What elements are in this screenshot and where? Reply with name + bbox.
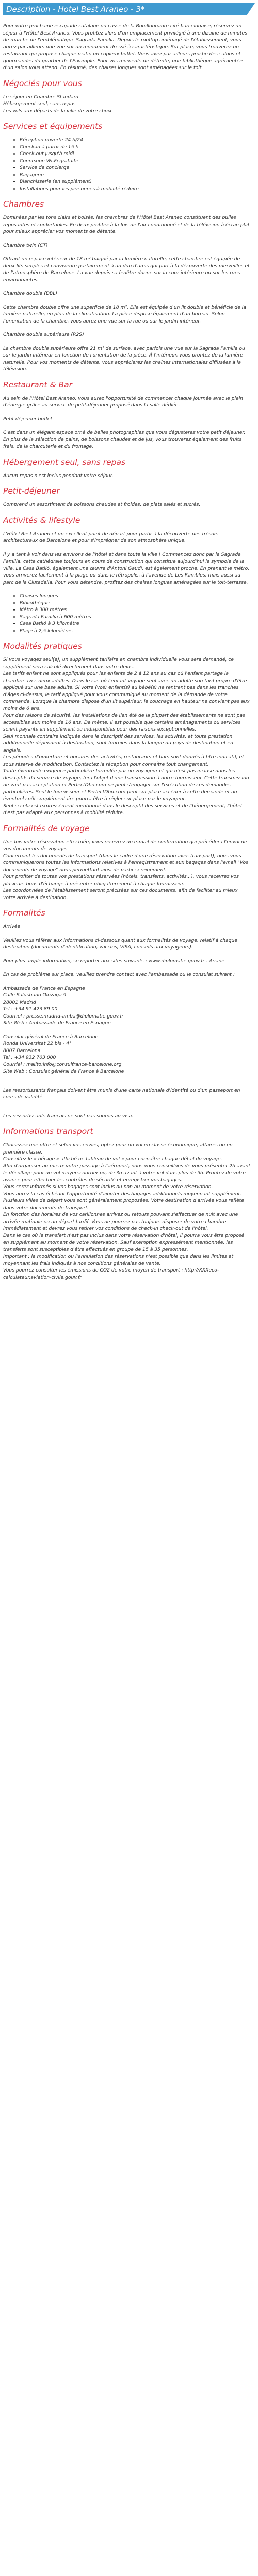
list-item: • Sagrada Familia à 600 mètres	[20, 614, 251, 621]
page-title-banner	[3, 3, 255, 15]
chambres-paragraph: Cette chambre double offre une superficie de 18 m². Elle est équipée d'un lit double et bénéficie de la lumière naturelle, en plus de la climatisation. La pièce dispose également d'un bureau. Selon l'orientation de la chambre, vous aurez une vue sur la rue ou sur le jardin intérieur.	[3, 304, 246, 324]
list-item: • Blanchisserie (en supplément)	[20, 178, 251, 185]
section-title-formalites-voyage: Formalités de voyage	[3, 823, 90, 833]
modalites-paragraph: Seul monnaie contraire indiquée dans le descriptif des services, les activités, et toute prestation additionnelle dépendent à destination, sont fournies dans la langue du pays de destination et en anglais.	[3, 733, 233, 753]
formalites-voyage-paragraph: Concernant les documents de transport (dans le cadre d'une réservation avec transport), nous vous communiquerons toutes les informations relatives à l'enregistrement et aux bagages dans l'email "Vos documents de voyage" nous permettant ainsi de partir sereinement.	[3, 853, 248, 873]
modalites-paragraph: Si vous voyagez seul(e), un supplément tarifaire en chambre individuelle vous sera demandé, ce supplément sera calculé directement dans votre devis.	[3, 657, 234, 670]
section-title-petit-dejeuner: Petit-déjeuner	[3, 486, 60, 496]
list-item: • Casa Batlló à 3 kilomètre	[20, 620, 251, 628]
petit-dejeuner-paragraph: Comprend un assortiment de boissons chaudes et froides, de plats salés et sucrés.	[3, 502, 201, 507]
transport-paragraph: Important : la modification ou l'annulation des réservations n'est possible que dans les limites et moyennant les frais indiqués à nos conditions générales de vente.	[3, 1253, 233, 1266]
transport-paragraph: Choisissez une offre et selon vos envies, optez pour un vol en classe économique, affaires ou en première classe.	[3, 1142, 233, 1155]
chambres-paragraph: Dominées par les tons clairs et boisés, les chambres de l'Hôtel Best Araneo constituent des bulles reposantes et confortables. En deux profitez à la fois de l'air conditionné et de la télévision à écran plat pour mieux apprécier vos moments de détente.	[3, 215, 250, 234]
formalites-voyage-paragraph: Les coordonnées de l'établissement seront précisées sur ces documents, afin de faciliter au mieux votre arrivée à destination.	[3, 888, 238, 901]
chambres-paragraph: Offrant un espace intérieur de 18 m² baigné par la lumière naturelle, cette chambre est équipée de deux lits simples et convivente parfaitement à un duo d'amis qui part à la découverte des merveilles et de l'atmosphère de Barcelone. La vue depuis sa fenêtre donne sur la cour intérieure ou sur les rues environnantes.	[3, 256, 250, 283]
list-item: • Connexion Wi-Fi gratuite	[20, 158, 251, 165]
formalites-voyage-paragraph: Une fois votre réservation effectuée, vous recevrez un e-mail de confirmation qui précédera l'envoi de vos documents de voyage.	[3, 839, 247, 852]
list-item: • Réception ouverte 24 h/24	[20, 137, 251, 144]
transport-paragraph: Consultez le « bérage » affiché ne tableau de vol « pour connaître chaque détail du voyage.	[3, 1156, 222, 1162]
ambassade-address: Ambassade de France en Espagne Calle Salustiano Olozaga 9 28001 Madrid Tel : +34 91 423 89 00 Courriel : presse.madrid-amba@diplomatie.gouv.fr Site Web : Ambassade de France en Espagne	[3, 985, 124, 1026]
negocies-line: Le séjour en Chambre Standard	[3, 94, 79, 100]
list-item: • Installations pour les personnes à mobilité réduite	[20, 185, 251, 193]
list-item: • Service de concierge	[20, 164, 251, 172]
modalites-paragraph: Les périodes d'ouverture et horaires des activités, restaurants et bars sont donnés à titre indicatif, et sous réserve de modification. Contactez la réception pour connaître tout changement.	[3, 754, 244, 767]
transport-paragraph: Vous serez informés si vos bagages sont inclus ou non au moment de votre réservation.	[3, 1184, 213, 1190]
room-type-label: Chambre twin (CT)	[3, 242, 48, 248]
transport-paragraph: Plusieurs villes de départ vous sont généralement proposées. Votre destination d'arrivée vous reflète dans votre documents de transport.	[3, 1198, 244, 1211]
restaurant-paragraph: Au sein de l'Hôtel Best Araneo, vous aurez l'opportunité de commencer chaque journée avec le plein d'énergie grâce au service de petit-déjeuner proposé dans la salle dédiée.	[3, 395, 243, 408]
section-title-formalites: Formalités	[3, 908, 45, 918]
section-title-restaurant: Restaurant & Bar	[3, 380, 72, 389]
transport-paragraph: En fonction des horaires de vos carillonnes arrivez ou retours pouvant s'effectuer de nuit avec une arrivée matinale ou un départ tardif. Vous ne pourrez pas toujours disposer de votre chambre immédiatement et devrez vous retirer vos conditions de check-in check-out de l'hôtel.	[3, 1212, 238, 1231]
co2-calculator-link[interactable]: Vous pourrez consulter les émissions de CO2 de votre moyen de transport : http://XXXeco-calculateur.aviation-civile.gouv.fr	[3, 1267, 219, 1280]
description-content	[0, 23, 258, 1281]
list-item: • Check-out jusqu'à midi	[20, 150, 251, 158]
negocies-block	[3, 94, 251, 115]
formalites-paragraph: Les ressortissants français ne sont pas soumis au visa.	[3, 1113, 134, 1119]
services-list	[3, 137, 251, 192]
modalites-block	[3, 656, 251, 817]
transport-paragraph: Dans le cas où le transfert n'est pas inclus dans votre réservation d'hôtel, il pourra vous être proposé en supplément au moment de votre réservation. Sauf exemption expressément mentionnée, les transferts sont susceptibles d'être effectués en groupe de 15 à 35 personnes.	[3, 1232, 245, 1252]
list-item: • Chaises longues	[20, 592, 251, 600]
activites-paragraph: L'Hôtel Best Araneo et un excellent point de départ pour partir à la découverte des trésors architecturaux de Barcelone et pour s'imprégner de son atmosphère unique.	[3, 531, 219, 544]
section-title-negocies: Négociés pour vous	[3, 78, 82, 88]
section-title-modalites: Modalités pratiques	[3, 641, 82, 651]
list-item: • Bagagerie	[20, 172, 251, 179]
activites-paragraph: Il y a tant à voir dans les environs de l'hôtel et dans toute la ville ! Commencez donc par la Sagrada Familia, cette cathédrale toujours en cours de construction qui constitue aujourd'hui le symbole de la ville. La Casa Batlló, également une œuvre d'Antoni Gaudí, est également proche. En prenant le métro, vous arriverez facilement à la plage ou dans le rétropolis, à l'avenue de Les Rambles, mais aussi au parc de la Ciutadella. Pour vous détendre, profitez des chaises longues aménagées sur le toit-terrasse.	[3, 551, 250, 585]
modalites-paragraph: Pour des raisons de sécurité, les installations de lien été de la plupart des établissements ne sont pas accessibles aux moins de 16 ans. De même, il est possible que certains aménagements ou services soient payants en supplément ou indisponibles pour des raisons exceptionnelles.	[3, 713, 245, 732]
page-title: Description - Hotel Best Araneo - 3*	[6, 5, 145, 14]
activites-list	[3, 592, 251, 634]
section-title-hebergement: Hébergement seul, sans repas	[3, 457, 126, 467]
section-title-activites: Activités & lifestyle	[3, 515, 80, 525]
chambres-paragraph: La chambre double supérieure offre 21 m² de surface, avec parfois une vue sur la Sagrada Familia ou sur le jardin intérieur en fonction de l'orientation de la pièce. À l'intérieur, vous profitez de la lumière naturelle. Pour vos moments de détente, vous apprécierez les chaînes internationales diffusées à la télévision.	[3, 345, 245, 372]
room-type-label: Chambre double supérieure (R2S)	[3, 332, 84, 337]
hebergement-paragraph: Aucun repas n'est inclus pendant votre séjour.	[3, 472, 114, 479]
formalites-paragraph: Veuillez vous référer aux informations ci-dessous quant aux formalités de voyage, relatif à chaque destination (documents d'identification, vaccins, VISA, conseils aux voyageurs).	[3, 937, 237, 950]
list-item: • Plage à 2,5 kilomètres	[20, 628, 251, 635]
intro-paragraph: Pour votre prochaine escapade catalane ou casse de la Bouillonnante cité barcelonaise, réservez un séjour à l'Hôtel Best Araneo. Vous profitez alors d'un emplacement privilégié à une dizaine de minutes de marche de l'emblématique Sagrada Familia. Depuis le rooftop aménagé de l'établissement, vous aurez par ailleurs une vue sur un monument dressé à caractéristique. Sur place, vous trouverez un restaurant qui propose chaque matin un copieux buffet. Vous avez par ailleurs proche des salons et gourmandes du quartier de l'Eixample. Pour vos moments de détente, une bibliothèque agrémentée d'un salon vous attend. En résumé, des chaises longues sont aménagées sur le toit.	[3, 23, 247, 71]
consulat-address: Consulat général de France à Barcelone Ronda Universitat 22 bis - 4° 8007 Barcelona Tel : +34 932 703 000 Courriel : mailto:info@consulfrance-barcelone.org Site Web : Consulat général de France à Barcelone	[3, 1033, 124, 1074]
formalites-paragraph: Pour plus ample information, se reporter aux sites suivants : www.diplomatie.gouv.fr - Ariane	[3, 958, 224, 964]
formalites-paragraph: Les ressortissants français doivent être munis d'une carte nationale d'identité ou d'un passeport en cours de validité.	[3, 1087, 240, 1100]
arrivee-label: Arrivée	[3, 924, 21, 929]
negocies-line: Hébergement seul, sans repas	[3, 101, 76, 107]
restaurant-subtitle: Petit déjeuner buffet	[3, 416, 53, 422]
section-title-services: Services et équipements	[3, 122, 103, 131]
list-item: • Check-in à partir de 15 h	[20, 144, 251, 151]
transport-block	[3, 1142, 251, 1281]
modalites-paragraph: Les tarifs enfant ne sont appliqués pour les enfants de 2 à 12 ans au cas où l'enfant partage la chambre avec deux adultes. Dans le cas où l'enfant voyage seul avec un adulte son tarif propre d'être appliqué sur une base adulte. Si votre (vos) enfant(s) au bébé(s) ne rentrent pas dans les tranches d'âges ci-dessus, le tarif appliqué pour vous communiqué au moment de la démande de votre commande. Lorsque la chambre dispose d'un lit supérieur, le couchage en hauteur ne convient pas aux moins de 6 ans.	[3, 671, 250, 711]
transport-paragraph: Afin d'organiser au mieux votre passage à l'aéroport, nous vous conseillons de vous présenter 2h avant le décollage pour un vol moyen-courrier ou, de 3h avant à votre vol dans plus de 5h. Profitez de votre avance pour effectuer les contrôles de sécurité et enregistrer vos bagages.	[3, 1163, 250, 1183]
modalites-paragraph: Toute éventuelle exigence particulière formulée par un voyageur et qui n'est pas incluse dans les descriptifs du service de voyage, fera l'objet d'une transmission à notre fournisseur. Cette transmission ne vaut pas acceptation et PerfectDho.com ne peut s'engager sur l'exécution de ces demandes particulières. Seul le fournisseur et PerfectDho.com peut sur place accéder à cette demande et au éventuel coût supplémentaire pourra être à régler sur place par le voyageur.	[3, 768, 249, 802]
formalites-voyage-paragraph: Pour profiter de toutes vos prestations réservées (hôtels, transferts, activités...), vous recevrez vos plusieurs bons d'échange à présenter obligatoirement à chaque fournisseur.	[3, 874, 239, 887]
formalites-paragraph: En cas de problème sur place, veuillez prendre contact avec l'ambassade ou le consulat suivant :	[3, 972, 235, 977]
section-title-chambres: Chambres	[3, 199, 44, 209]
formalites-voyage-block	[3, 839, 251, 902]
list-item: • Métro à 300 mètres	[20, 606, 251, 614]
list-item: • Bibliothèque	[20, 600, 251, 607]
modalites-paragraph: Seul si cela est expressément mentionné dans le descriptif des services et de l'hébergement, l'hôtel n'est pas adapté aux personnes à mobilité réduite.	[3, 803, 242, 816]
section-title-transport: Informations transport	[3, 1127, 93, 1136]
transport-paragraph: Vous aurez la cas échéant l'opportunité d'ajouter des bagages additionnels moyennant supplément.	[3, 1191, 242, 1197]
restaurant-paragraph: C'est dans un élégant espace orné de belles photographies que vous dégusterez votre petit déjeuner. En plus de la sélection de pains, de boissons chaudes et de jus, vous trouverez également des fruits frais, de la charcuterie et du fromage.	[3, 430, 246, 449]
negocies-line: Les vols aux départs de la ville de votre choix	[3, 108, 112, 114]
room-type-label: Chambre double (DBL)	[3, 291, 57, 296]
